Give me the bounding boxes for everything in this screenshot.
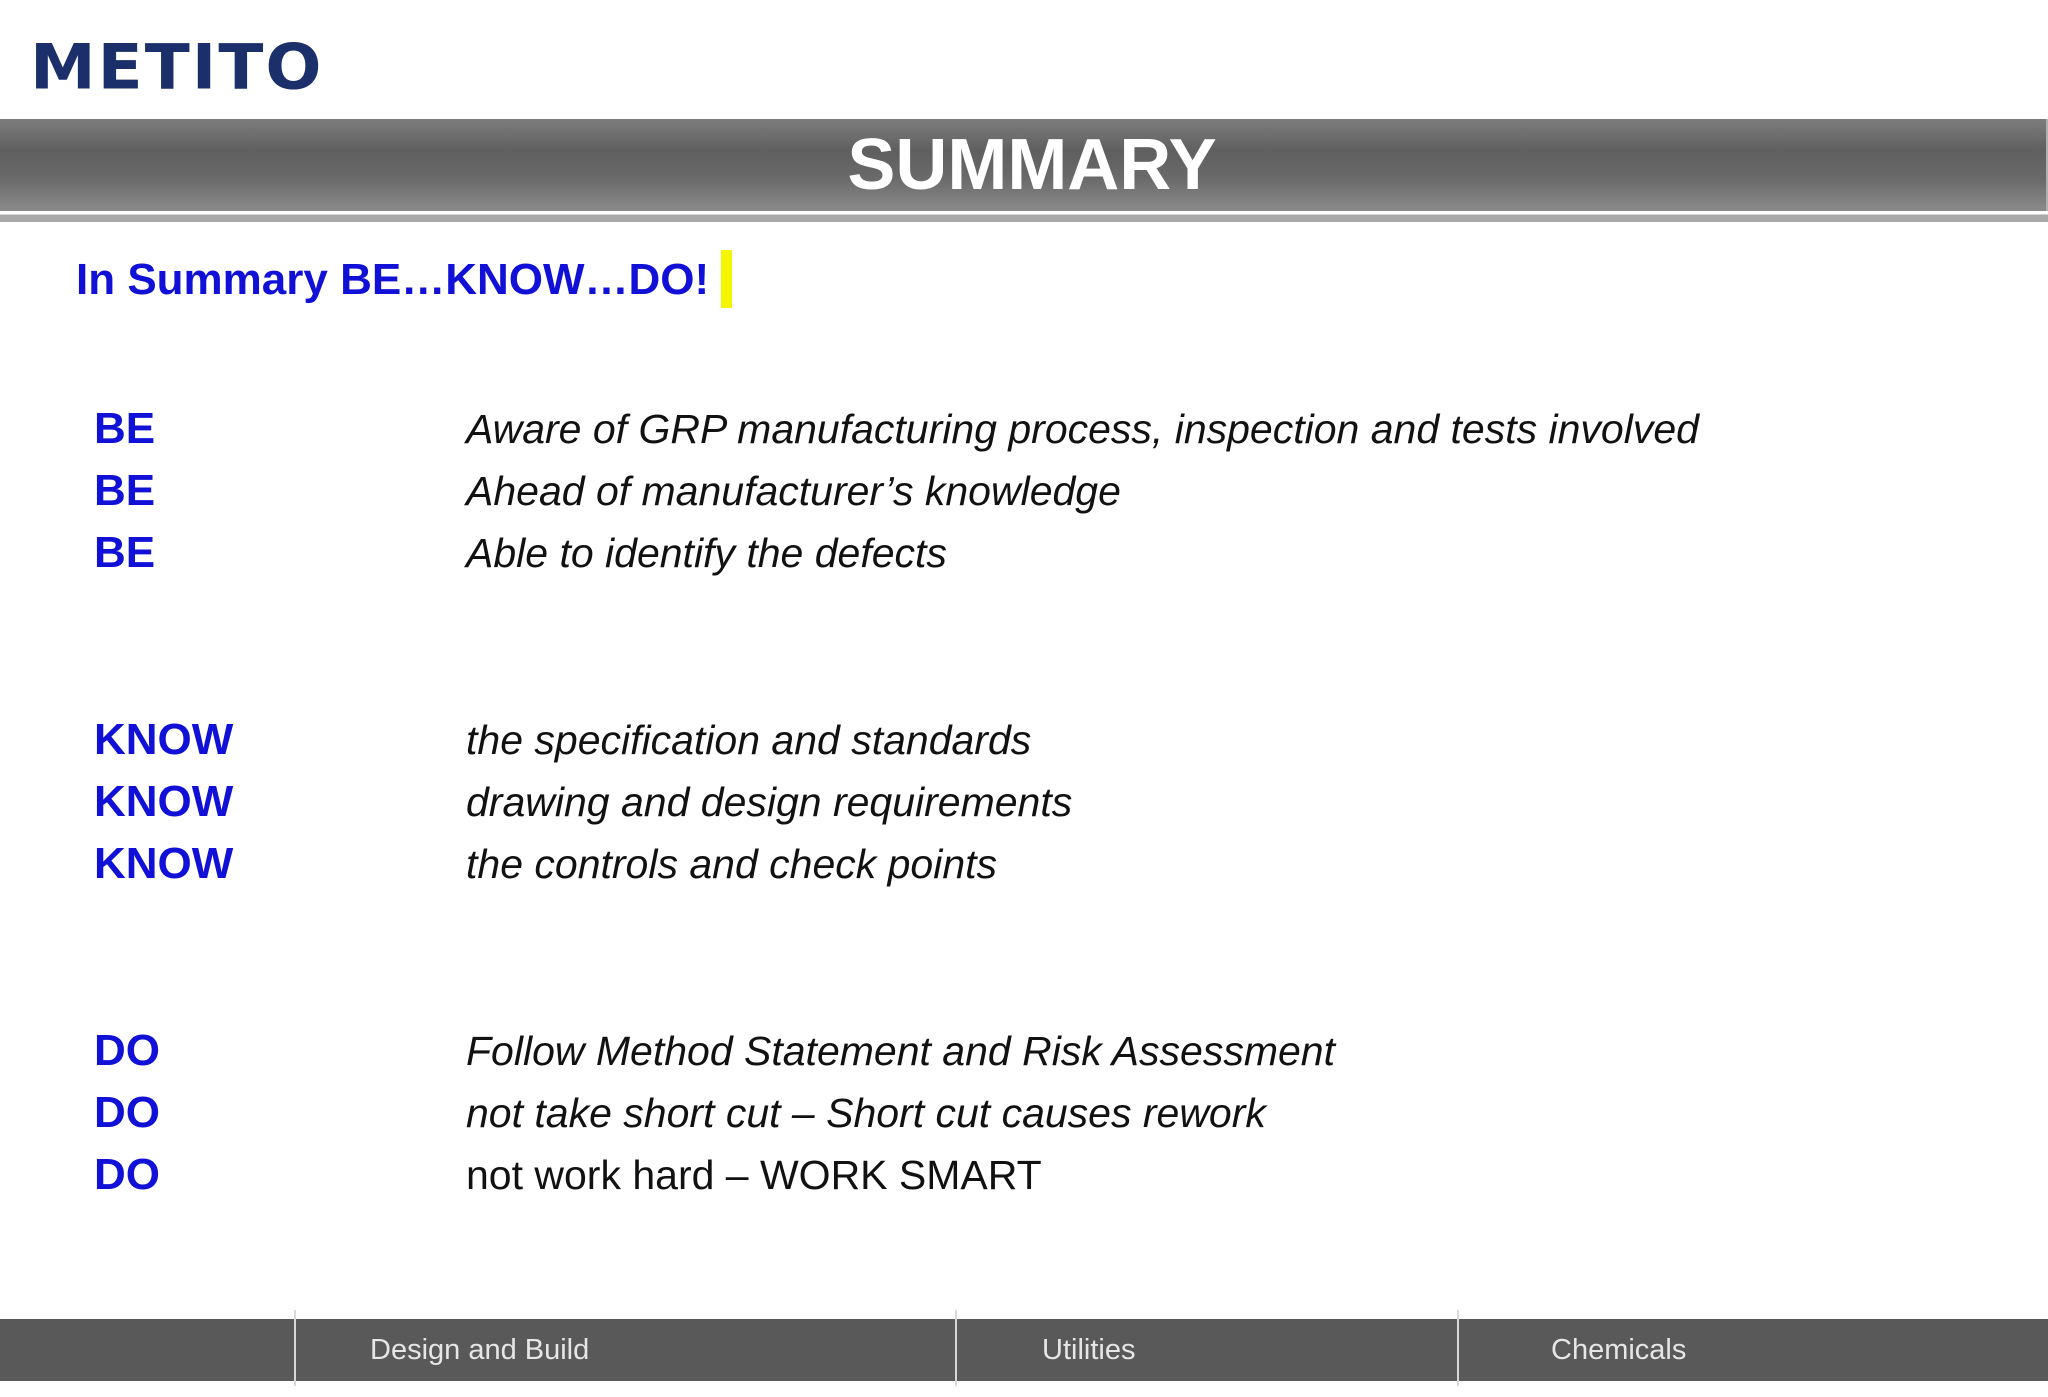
row-description: Ahead of manufacturer’s knowledge: [466, 468, 1121, 514]
row-description: the specification and standards: [466, 717, 1032, 763]
summary-row-do-1: [0, 1020, 2048, 1082]
row-description: not take short cut – Short cut causes rework: [466, 1090, 1266, 1136]
summary-row-know-3: [0, 833, 2048, 895]
row-description: not work hard – WORK SMART: [466, 1152, 1042, 1198]
summary-subtitle-text: In Summary BE…KNOW…DO!: [76, 255, 710, 304]
row-description: Follow Method Statement and Risk Assessment: [466, 1028, 1335, 1074]
title-bar-underline: [0, 211, 2048, 222]
row-description: the controls and check points: [466, 841, 998, 887]
row-keyword: KNOW: [94, 715, 234, 764]
footer-item-chemicals: Chemicals: [1551, 1334, 1687, 1366]
text-highlight-marker: [721, 250, 732, 308]
footer-divider: [294, 1310, 296, 1386]
footer-divider: [955, 1310, 957, 1386]
row-keyword: KNOW: [94, 777, 234, 826]
footer-bar: [0, 1319, 2048, 1381]
summary-row-be-3: [0, 522, 2048, 584]
row-keyword: BE: [94, 528, 156, 577]
summary-row-do-3: [0, 1144, 2048, 1206]
footer-item-design-and-build: Design and Build: [370, 1334, 590, 1366]
row-keyword: BE: [94, 466, 156, 515]
summary-row-be-2: [0, 460, 2048, 522]
metito-logo: METITO: [30, 30, 324, 104]
footer-item-utilities: Utilities: [1042, 1334, 1136, 1366]
summary-row-do-2: [0, 1082, 2048, 1144]
page-title: SUMMARY: [847, 125, 1217, 205]
summary-row-know-1: [0, 709, 2048, 771]
summary-row-be-1: [0, 398, 2048, 460]
row-description: Able to identify the defects: [466, 530, 947, 576]
summary-subtitle: [76, 250, 732, 310]
row-keyword: DO: [94, 1026, 160, 1075]
summary-row-know-2: [0, 771, 2048, 833]
footer-divider: [1457, 1310, 1459, 1386]
row-description: Aware of GRP manufacturing process, inspection and tests involved: [466, 406, 1699, 452]
row-keyword: KNOW: [94, 839, 234, 888]
row-description: drawing and design requirements: [466, 779, 1073, 825]
row-keyword: DO: [94, 1088, 160, 1137]
row-keyword: BE: [94, 404, 156, 453]
row-keyword: DO: [94, 1150, 160, 1199]
